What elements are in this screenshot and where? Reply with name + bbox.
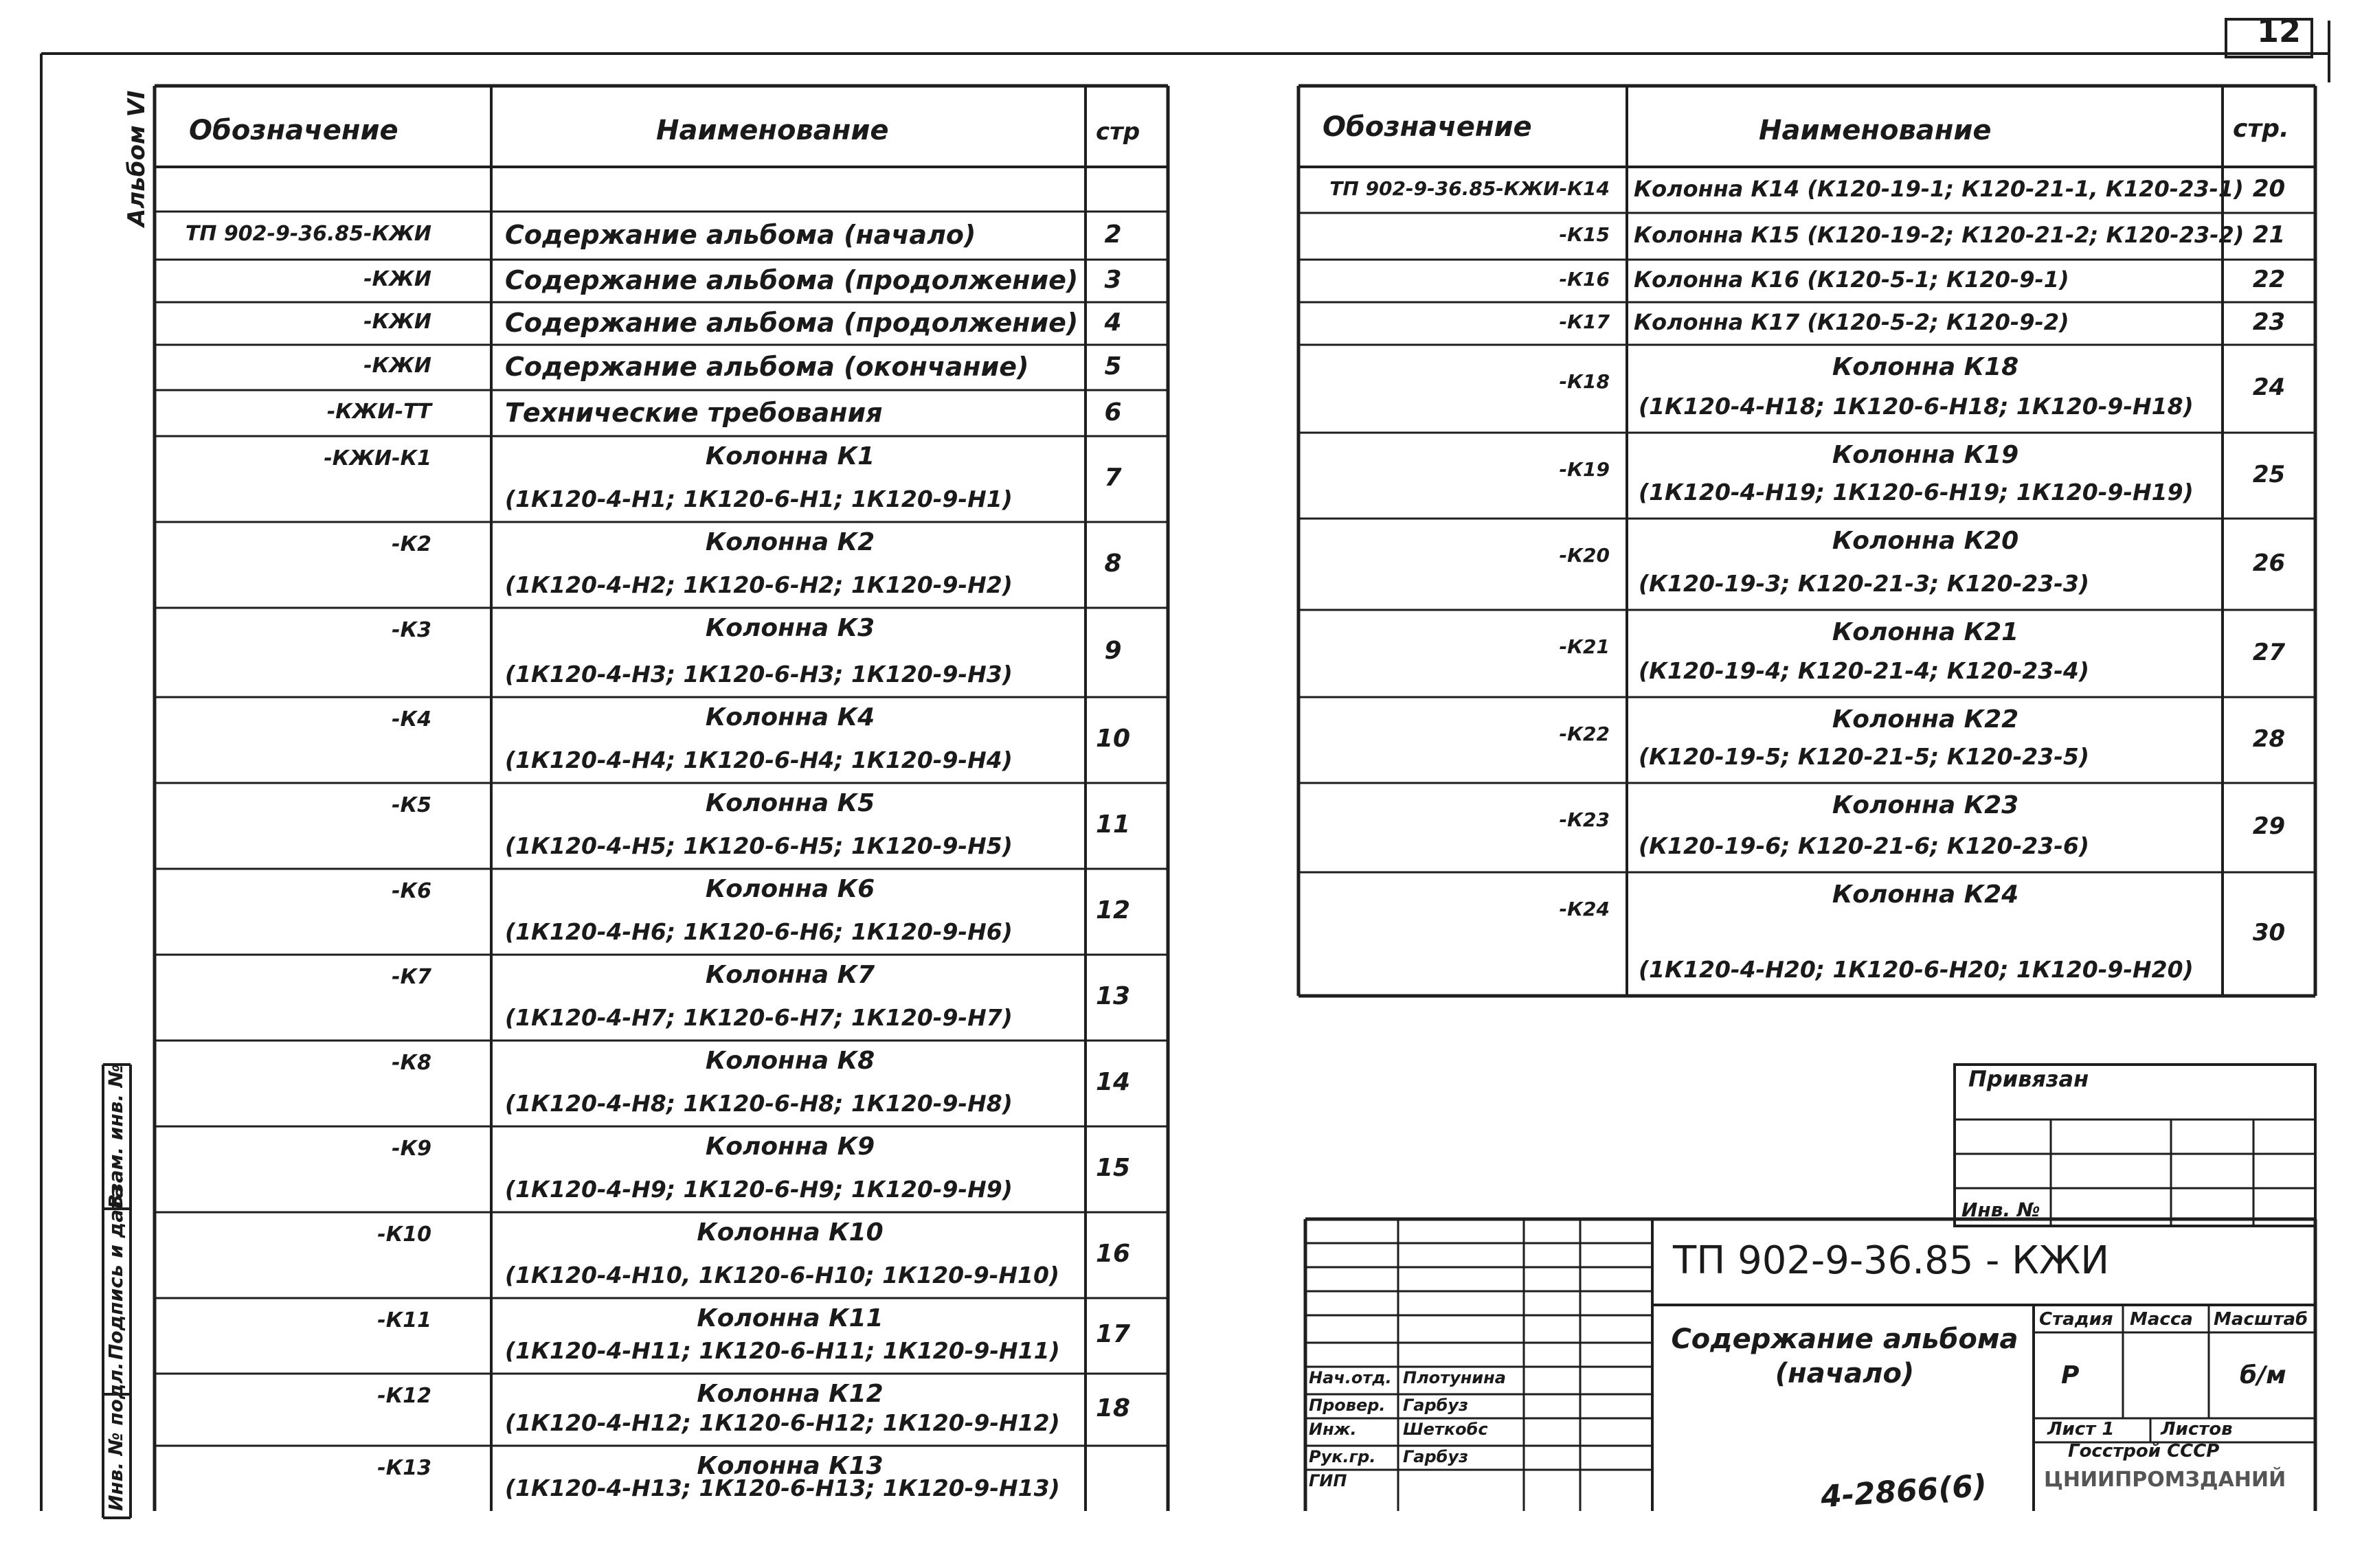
right-row-code: -К16 — [1559, 268, 1610, 291]
left-row-code: -К8 — [392, 1051, 431, 1075]
left-row-title: Колонна К5 — [705, 789, 875, 817]
left-row-code: ТП 902-9-36.85-КЖИ — [185, 222, 431, 246]
page-number: 12 — [2257, 12, 2302, 49]
right-row-title: Колонна К21 — [1832, 618, 2019, 646]
left-row-title: Колонна К8 — [705, 1047, 875, 1075]
right-row-title: Колонна К17 (К120-5-2; К120-9-2) — [1634, 309, 2069, 335]
right-header-designation: Обозначение — [1323, 111, 1532, 143]
role-label: Провер. — [1309, 1396, 1386, 1415]
left-row-page: 10 — [1095, 724, 1131, 753]
left-row-code: -К9 — [392, 1137, 431, 1161]
binding-inv-label: Инв. № — [1961, 1198, 2040, 1221]
left-row-page: 14 — [1095, 1067, 1131, 1096]
right-row-title: Колонна К19 — [1832, 441, 2019, 469]
left-row-title: Содержание альбома (продолжение) — [505, 265, 1079, 295]
left-row-title: Колонна К4 — [705, 703, 875, 731]
left-row-sub: (1К120-4-Н3; 1К120-6-Н3; 1К120-9-Н3) — [505, 661, 1013, 688]
left-row-sub: (1К120-4-Н9; 1К120-6-Н9; 1К120-9-Н9) — [505, 1176, 1013, 1203]
left-row-code: -К12 — [377, 1384, 431, 1408]
left-row-code: -К10 — [377, 1223, 431, 1247]
right-row-page: 20 — [2252, 174, 2286, 203]
left-row-title: Колонна К9 — [705, 1133, 875, 1161]
left-row-page: 16 — [1095, 1239, 1131, 1268]
left-row-sub: (1К120-4-Н12; 1К120-6-Н12; 1К120-9-Н12) — [505, 1409, 1060, 1436]
doc-title-line1: Содержание альбома — [1671, 1323, 2018, 1355]
left-row-page: 13 — [1095, 981, 1131, 1010]
right-row-page: 26 — [2252, 549, 2286, 577]
left-row-page: 8 — [1104, 549, 1122, 578]
handwritten-number: 4-2866(6) — [1819, 1468, 1988, 1515]
left-row-title: Содержание альбома (начало) — [505, 220, 976, 250]
left-header-name: Наименование — [656, 115, 889, 146]
sheets-label: Листов — [2161, 1419, 2233, 1440]
role-label: Инж. — [1309, 1420, 1357, 1439]
side-stamp-signature-date: Подпись и дата — [104, 1185, 127, 1360]
left-header-designation: Обозначение — [189, 115, 398, 146]
right-row-title: Колонна К16 (К120-5-1; К120-9-1) — [1634, 266, 2069, 293]
side-stamp-vzam: Взам. инв. № — [104, 1064, 127, 1209]
left-row-code: -К11 — [377, 1308, 431, 1332]
role-label: ГИП — [1309, 1471, 1347, 1490]
left-row-code: -К4 — [392, 707, 431, 731]
left-row-page: 7 — [1104, 463, 1122, 492]
left-row-code: -КЖИ — [363, 267, 431, 291]
left-row-page: 15 — [1095, 1153, 1131, 1182]
right-row-page: 30 — [2252, 919, 2286, 946]
role-name: Шеткобс — [1403, 1420, 1488, 1439]
right-row-title: Колонна К15 (К120-19-2; К120-21-2; К120-23-2) — [1634, 222, 2245, 248]
right-row-title: Колонна К22 — [1832, 705, 2019, 734]
left-row-title: Колонна К3 — [705, 614, 875, 642]
left-row-title: Колонна К11 — [697, 1304, 884, 1332]
left-row-page: 12 — [1095, 896, 1131, 924]
right-row-code: -К18 — [1559, 370, 1610, 393]
right-row-sub: (К120-19-3; К120-21-3; К120-23-3) — [1639, 570, 2089, 597]
side-stamp-inv-podl: Инв. № подл. — [104, 1362, 127, 1511]
binding-title: Привязан — [1968, 1066, 2089, 1092]
right-row-code: -К24 — [1559, 898, 1610, 920]
left-row-code: -КЖИ — [363, 310, 431, 334]
left-row-title: Колонна К12 — [697, 1380, 884, 1408]
right-row-code: -К21 — [1559, 635, 1610, 658]
left-row-page: 6 — [1104, 398, 1122, 427]
right-row-page: 24 — [2252, 374, 2286, 401]
right-row-title: Колонна К20 — [1832, 527, 2019, 555]
left-row-sub: (1К120-4-Н13; 1К120-6-Н13; 1К120-9-Н13) — [505, 1475, 1060, 1501]
left-row-code: -К2 — [392, 532, 431, 556]
right-row-page: 28 — [2252, 725, 2286, 753]
left-row-sub: (1К120-4-Н4; 1К120-6-Н4; 1К120-9-Н4) — [505, 747, 1013, 773]
left-header-page: стр — [1096, 118, 1140, 146]
left-row-page: 11 — [1095, 810, 1131, 839]
left-row-page: 4 — [1104, 308, 1122, 337]
left-row-sub: (1К120-4-Н2; 1К120-6-Н2; 1К120-9-Н2) — [505, 571, 1013, 598]
left-row-title: Колонна К7 — [705, 961, 875, 989]
left-row-code: -К3 — [392, 618, 431, 642]
left-row-title: Технические требования — [505, 397, 883, 428]
stage-label: Стадия — [2039, 1309, 2113, 1330]
left-row-page: 17 — [1095, 1320, 1131, 1348]
left-row-title: Колонна К10 — [697, 1218, 884, 1247]
right-row-sub: (1К120-4-Н18; 1К120-6-Н18; 1К120-9-Н18) — [1639, 393, 2194, 420]
album-label: Альбом VI — [123, 90, 150, 227]
mass-label: Масса — [2130, 1309, 2193, 1330]
right-header-name: Наименование — [1759, 115, 1992, 146]
left-row-page: 2 — [1104, 220, 1122, 249]
right-row-sub: (1К120-4-Н20; 1К120-6-Н20; 1К120-9-Н20) — [1639, 956, 2194, 983]
right-row-page: 23 — [2252, 308, 2286, 336]
left-row-code: -К13 — [377, 1456, 431, 1480]
right-row-page: 27 — [2252, 638, 2286, 666]
left-row-sub: (1К120-4-Н10, 1К120-6-Н10; 1К120-9-Н10) — [505, 1262, 1060, 1288]
left-row-sub: (1К120-4-Н7; 1К120-6-Н7; 1К120-9-Н7) — [505, 1004, 1013, 1031]
right-row-code: -К22 — [1559, 723, 1610, 745]
role-label: Нач.отд. — [1309, 1368, 1392, 1387]
right-row-sub: (К120-19-4; К120-21-4; К120-23-4) — [1639, 657, 2089, 684]
right-row-code: -К19 — [1559, 458, 1610, 481]
right-header-page: стр. — [2233, 115, 2289, 143]
right-row-page: 29 — [2252, 813, 2286, 840]
role-name: Плотунина — [1403, 1368, 1506, 1387]
left-row-title: Содержание альбома (продолжение) — [505, 308, 1079, 338]
right-row-code: ТП 902-9-36.85-КЖИ-К14 — [1329, 177, 1610, 200]
right-row-sub: (1К120-4-Н19; 1К120-6-Н19; 1К120-9-Н19) — [1639, 479, 2194, 505]
left-row-sub: (1К120-4-Н8; 1К120-6-Н8; 1К120-9-Н8) — [505, 1090, 1013, 1117]
left-row-code: -К7 — [392, 965, 431, 989]
left-row-title: Колонна К1 — [705, 442, 875, 470]
right-row-title: Колонна К18 — [1832, 353, 2019, 381]
left-row-code: -К5 — [392, 793, 431, 817]
scale-label: Масштаб — [2214, 1309, 2308, 1330]
right-row-code: -К15 — [1559, 223, 1610, 246]
left-row-sub: (1К120-4-Н6; 1К120-6-Н6; 1К120-9-Н6) — [505, 918, 1013, 945]
right-row-sub: (К120-19-5; К120-21-5; К120-23-5) — [1639, 743, 2089, 770]
left-row-title: Колонна К6 — [705, 875, 875, 903]
left-row-title: Колонна К2 — [705, 528, 875, 556]
right-row-title: Колонна К14 (К120-19-1; К120-21-1, К120-23-1) — [1634, 175, 2244, 202]
left-row-code: -КЖИ — [363, 354, 431, 378]
left-row-sub: (1К120-4-Н1; 1К120-6-Н1; 1К120-9-Н1) — [505, 486, 1013, 512]
org-name-2: ЦНИИПРОМЗДАНИЙ — [2044, 1468, 2286, 1492]
left-row-title: Содержание альбома (окончание) — [505, 352, 1029, 382]
org-name-1: Госстрой СССР — [2068, 1441, 2220, 1462]
left-row-code: -К6 — [392, 879, 431, 903]
role-name: Гарбуз — [1403, 1396, 1469, 1415]
left-row-page: 18 — [1095, 1394, 1131, 1422]
left-row-sub: (1К120-4-Н11; 1К120-6-Н11; 1К120-9-Н11) — [505, 1337, 1060, 1364]
right-row-code: -К17 — [1559, 310, 1610, 333]
stage-value: Р — [2061, 1361, 2080, 1389]
left-row-page: 9 — [1104, 637, 1122, 665]
doc-code: ТП 902-9-36.85 - КЖИ — [1673, 1238, 2110, 1283]
role-name: Гарбуз — [1403, 1447, 1469, 1466]
right-row-code: -К20 — [1559, 544, 1610, 567]
right-row-page: 21 — [2252, 221, 2286, 249]
right-row-code: -К23 — [1559, 808, 1610, 831]
left-row-code: -КЖИ-К1 — [324, 446, 431, 470]
scale-value: б/м — [2240, 1361, 2286, 1389]
role-label: Рук.гр. — [1309, 1447, 1376, 1466]
right-row-page: 22 — [2252, 266, 2286, 293]
right-row-page: 25 — [2252, 460, 2286, 488]
right-row-sub: (К120-19-6; К120-21-6; К120-23-6) — [1639, 832, 2089, 859]
right-row-title: Колонна К23 — [1832, 791, 2019, 819]
left-row-page: 5 — [1104, 352, 1122, 380]
left-row-sub: (1К120-4-Н5; 1К120-6-Н5; 1К120-9-Н5) — [505, 832, 1013, 859]
right-row-title: Колонна К24 — [1832, 880, 2019, 909]
sheet-label: Лист 1 — [2047, 1419, 2115, 1440]
doc-title-line2: (начало) — [1775, 1358, 1915, 1389]
left-row-title: Колонна К13 — [697, 1452, 884, 1480]
left-row-page: 3 — [1104, 266, 1122, 294]
left-row-code: -КЖИ-ТТ — [326, 399, 431, 424]
